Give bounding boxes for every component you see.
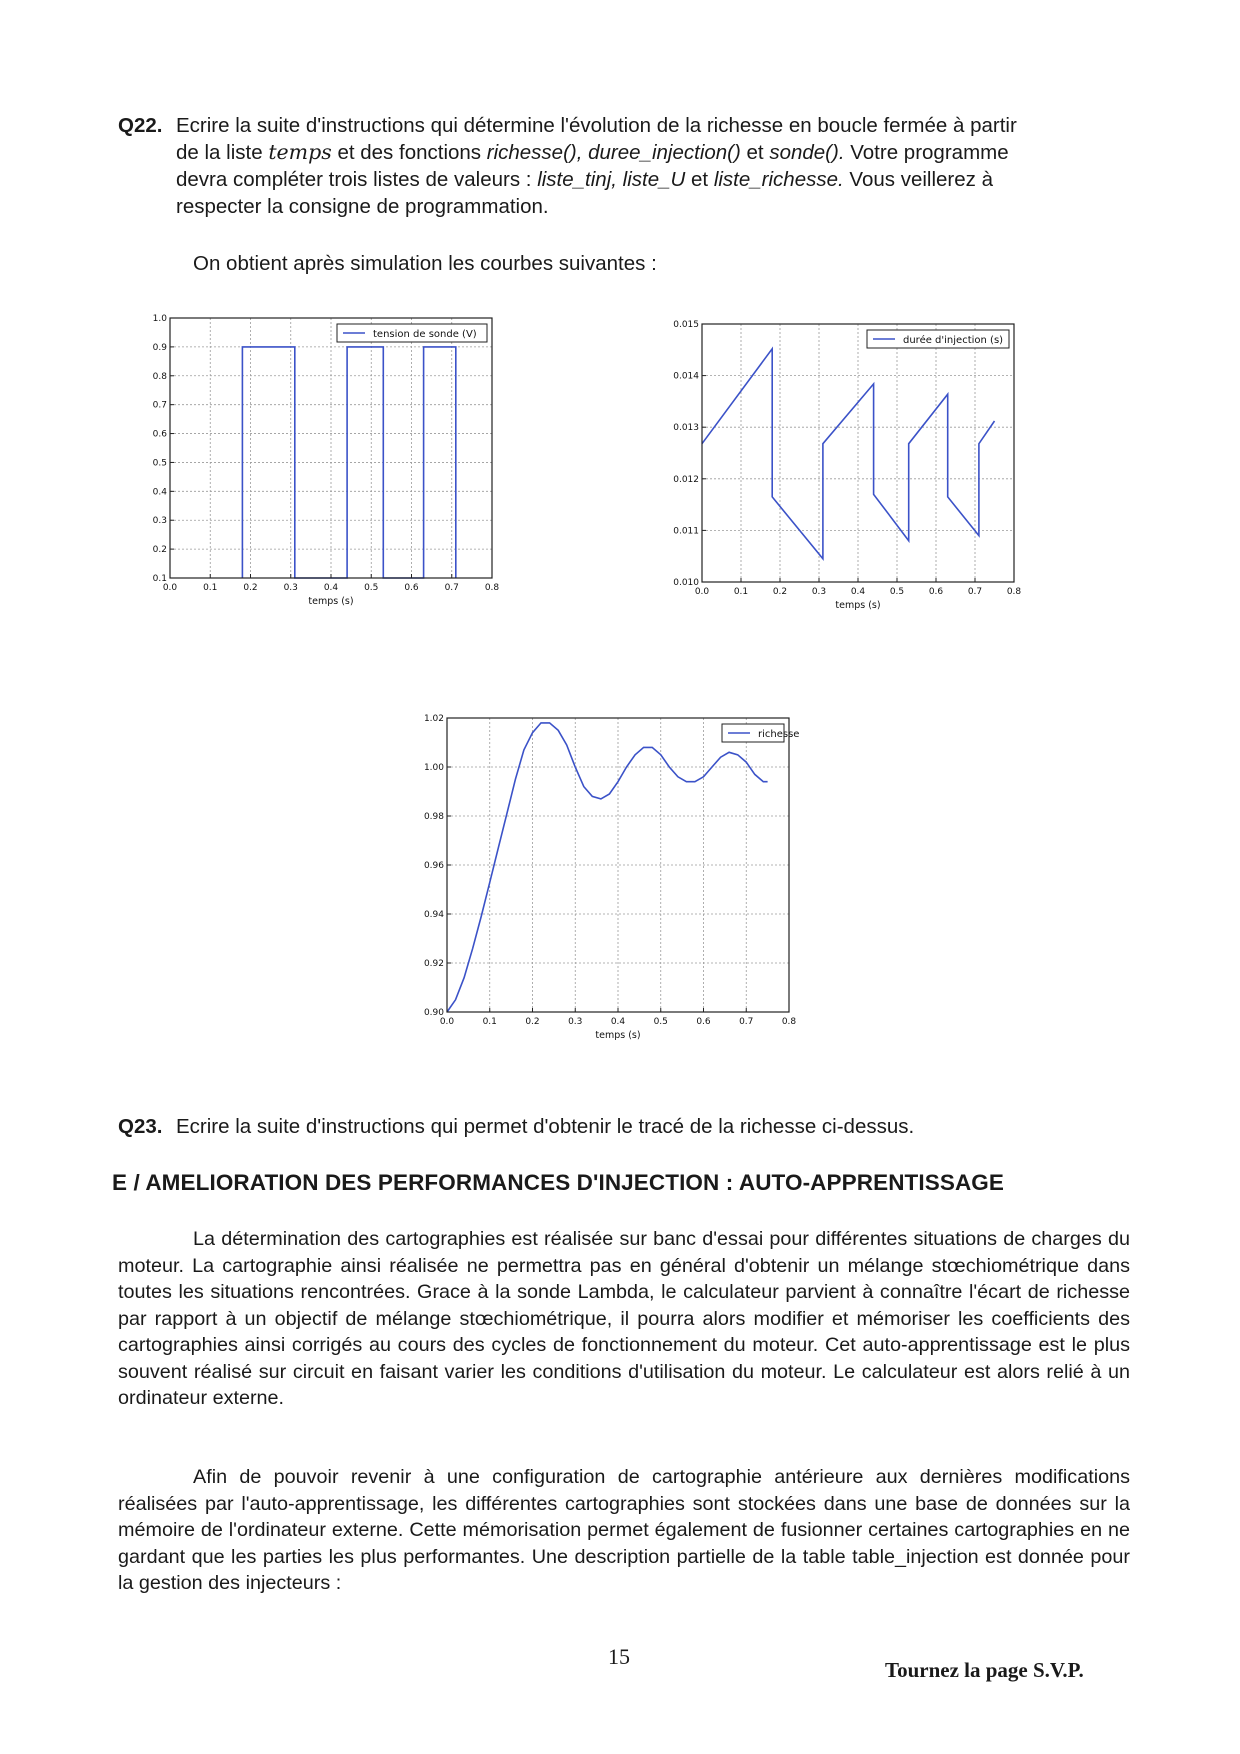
- tick-label-x: 0.0: [439, 1017, 455, 1027]
- tick-label-x: 0.4: [610, 1017, 626, 1027]
- tick-label-x: 0.0: [694, 587, 710, 597]
- tick-label-x: 0.3: [811, 587, 827, 597]
- axis-label-x: temps (s): [835, 600, 881, 611]
- q22-line2c: et: [740, 141, 770, 164]
- tick-label-x: 0.6: [696, 1017, 711, 1027]
- axis-label-x: temps (s): [308, 596, 354, 607]
- q22-line1: Ecrire la suite d'instructions qui détermine l'évolution de la richesse en boucle fermée à partir: [176, 114, 1017, 137]
- tick-label-x: 0.5: [653, 1017, 668, 1027]
- tick-label-y: 0.9: [152, 342, 167, 353]
- tick-label-y: 0.015: [673, 320, 699, 330]
- tick-label-y: 0.92: [423, 959, 444, 969]
- page-number: 15: [608, 1644, 630, 1669]
- tick-label-x: 0.2: [525, 1017, 540, 1027]
- chart-richesse: [395, 710, 845, 1062]
- tick-label-x: 0.7: [444, 583, 459, 593]
- tick-label-y: 0.2: [152, 545, 167, 556]
- turn-page-note: Tournez la page S.V.P.: [885, 1658, 1084, 1682]
- axis-label-x: temps (s): [595, 1030, 641, 1041]
- tick-label-x: 0.4: [323, 583, 339, 593]
- series-line: [702, 349, 995, 559]
- tick-label-y: 0.3: [152, 516, 167, 527]
- tick-label-x: 0.7: [967, 587, 983, 597]
- section-title: E / AMELIORATION DES PERFORMANCES D'INJECTION : AUTO-APPRENTISSAGE: [112, 1170, 1005, 1195]
- tick-label-y: 0.7: [152, 400, 167, 411]
- tick-label-y: 0.014: [673, 371, 699, 382]
- tick-label-y: 0.98: [423, 812, 444, 822]
- tick-label-x: 0.4: [850, 587, 866, 597]
- chart-tension-sonde: [150, 310, 570, 650]
- tick-label-y: 0.012: [673, 474, 699, 485]
- question-q23: [118, 1113, 1130, 1140]
- paragraph-1-text: La détermination des cartographies est réalisée sur banc d'essai pour différentes situations de charges du moteur. La cartographie ainsi réalisée ne permettra pas en général d'obtenir un mélange stœchiométrique dans toutes les situations rencontrées. Grace à la sonde Lambda, le calculateur parvient à connaître l'écart de richesse par rapport à un objectif de mélange stœchiométrique, il pourra alors modifier et mémoriser les coefficients des cartographies ainsi corrigés au cours des cycles de fonctionnement du moteur. Cet auto-apprentissage est le plus souvent réalisé sur circuit en faisant varier les conditions d'utilisation du moteur. Le calculateur est alors relié à un ordinateur externe.: [118, 1228, 1130, 1409]
- q22-lists: liste_tinj, liste_U: [537, 168, 686, 191]
- legend-label: durée d'injection (s): [903, 335, 1004, 346]
- tick-label-y: 0.96: [423, 861, 444, 871]
- q22-funcs: richesse(), duree_injection(): [486, 141, 741, 164]
- q22-line3b: et: [685, 168, 714, 191]
- paragraph-2-text: Afin de pouvoir revenir à une configuration de cartographie antérieure aux dernières modifications réalisées par l'auto-apprentissage, les différentes cartographies sont stockées dans une base de données sur la mémoire de l'ordinateur externe. Cette mémorisation permet également de fusionner certaines cartographies en ne gardant que les parties les plus performantes. Une description partielle de la table table_injection est donnée pour la gestion des injecteurs :: [118, 1466, 1130, 1594]
- tick-label-y: 0.1: [152, 574, 167, 584]
- q22-line2a: de la liste: [176, 141, 269, 164]
- tick-label-x: 0.5: [364, 583, 379, 593]
- tick-label-x: 0.1: [733, 587, 749, 597]
- tick-label-y: 1.02: [423, 714, 444, 724]
- tick-label-y: 0.011: [673, 526, 699, 537]
- chart-duree-injection: [650, 316, 1090, 654]
- tick-label-x: 0.1: [203, 583, 218, 593]
- tick-label-x: 0.6: [404, 583, 419, 593]
- q22-line2b: et des fonctions: [331, 141, 487, 164]
- tick-label-y: 1.00: [423, 763, 444, 773]
- tick-label-x: 0.0: [162, 583, 178, 593]
- tick-label-y: 0.6: [152, 429, 167, 440]
- paragraph-1: [118, 1226, 1130, 1412]
- q22-var-temps: temps: [268, 140, 332, 164]
- question-q22: [118, 112, 1130, 218]
- q22-line3a: devra compléter trois listes de valeurs :: [176, 168, 538, 191]
- q22-func-sonde: sonde().: [769, 141, 845, 164]
- tick-label-x: 0.7: [739, 1017, 754, 1027]
- tick-label-x: 0.1: [482, 1017, 497, 1027]
- series-line: [447, 723, 768, 1012]
- paragraph-2: [118, 1464, 1130, 1597]
- tick-label-x: 0.5: [889, 587, 905, 597]
- legend-label: tension de sonde (V): [373, 329, 477, 340]
- tick-label-x: 0.6: [928, 587, 944, 597]
- legend-label: richesse: [758, 729, 800, 740]
- tick-label-y: 0.8: [152, 371, 167, 382]
- tick-label-y: 0.010: [673, 578, 699, 588]
- tick-label-x: 0.2: [243, 583, 258, 593]
- tick-label-y: 1.0: [152, 314, 167, 324]
- tick-label-x: 0.8: [1006, 587, 1022, 597]
- tick-label-x: 0.2: [772, 587, 788, 597]
- tick-label-y: 0.5: [152, 458, 167, 469]
- tick-label-x: 0.8: [484, 583, 500, 593]
- tick-label-y: 0.90: [423, 1008, 444, 1018]
- q22-line2d: Votre programme: [844, 141, 1009, 164]
- q22-line3c: Vous veillerez à: [843, 168, 993, 191]
- tick-label-y: 0.013: [673, 423, 699, 434]
- question-number: Q22.: [118, 114, 163, 137]
- q22-list-richesse: liste_richesse.: [713, 168, 844, 191]
- question-number: Q23.: [118, 1115, 163, 1138]
- question-text: Ecrire la suite d'instructions qui permet d'obtenir le tracé de la richesse ci-dessus.: [176, 1115, 915, 1138]
- simulation-note: On obtient après simulation les courbes suivantes :: [193, 252, 657, 275]
- tick-label-x: 0.8: [781, 1017, 797, 1027]
- q22-line4: respecter la consigne de programmation.: [176, 195, 549, 218]
- tick-label-y: 0.4: [152, 487, 167, 498]
- tick-label-x: 0.3: [283, 583, 298, 593]
- tick-label-y: 0.94: [423, 910, 444, 920]
- question-text: [176, 112, 1128, 220]
- tick-label-x: 0.3: [568, 1017, 583, 1027]
